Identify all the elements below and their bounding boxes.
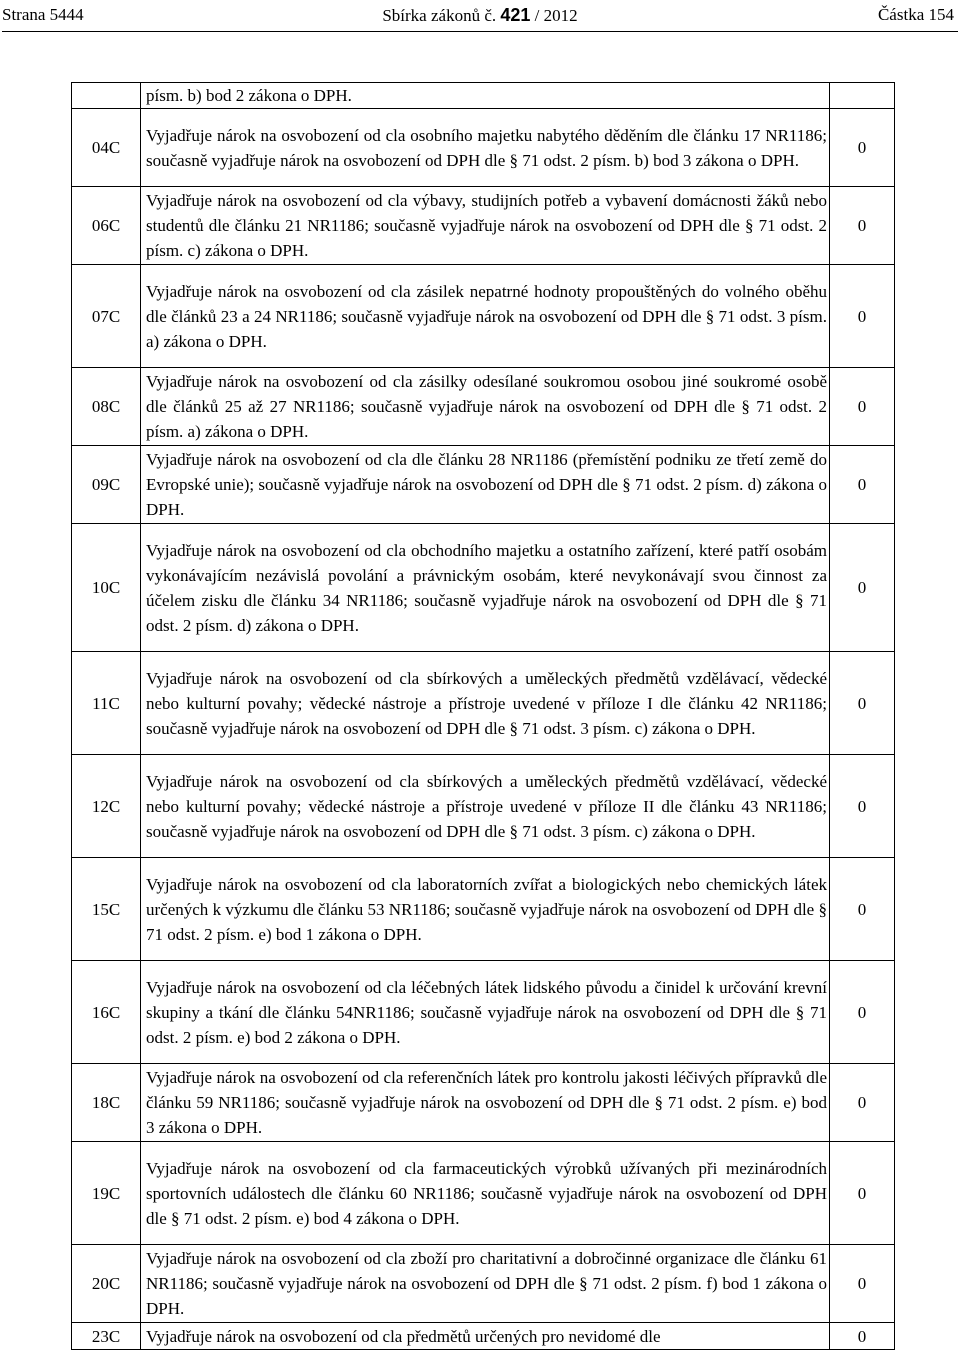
table-row	[72, 858, 895, 961]
code-cell	[72, 83, 141, 109]
collection-year: / 2012	[534, 6, 578, 25]
value-cell: 0	[830, 524, 895, 652]
description-cell: Vyjadřuje nárok na osvobození od cla referenčních látek pro kontrolu jakosti léčivých přípravků dle článku 59 NR1186; současně vyjadřuje nárok na osvobození od DPH dle § 71 odst. 2 písm. e) bod 3 zákona o DPH.	[141, 1064, 830, 1142]
value-cell: 0	[830, 446, 895, 524]
page-number: Strana 5444	[2, 5, 84, 24]
table-row	[72, 265, 895, 368]
description-cell: Vyjadřuje nárok na osvobození od cla sbírkových a uměleckých předmětů vzdělávací, vědecké nebo kulturní povahy; vědecké nástroje a přístroje uvedené v příloze II dle článku 43 NR1186; současně vyjadřuje nárok na osvobození od DPH dle § 71 odst. 3 písm. c) zákona o DPH.	[141, 755, 830, 858]
code-cell: 18C	[72, 1064, 141, 1142]
description-cell: Vyjadřuje nárok na osvobození od cla obchodního majetku a ostatního zařízení, které patří osobám vykonávajícím nezávislá povolání a právnickým osobám, které nevykonávají svou činnost za účelem zisku dle článku 34 NR1186; současně vyjadřuje nárok na osvobození od DPH dle § 71 odst. 2 písm. d) zákona o DPH.	[141, 524, 830, 652]
value-cell: 0	[830, 187, 895, 265]
collection-title	[0, 5, 960, 26]
value-cell: 0	[830, 1245, 895, 1323]
code-cell: 15C	[72, 858, 141, 961]
code-cell: 11C	[72, 652, 141, 755]
table-row	[72, 446, 895, 524]
value-cell: 0	[830, 1323, 895, 1350]
code-cell: 23C	[72, 1323, 141, 1350]
description-cell: Vyjadřuje nárok na osvobození od cla farmaceutických výrobků užívaných při mezinárodních sportovních událostech dle článku 60 NR1186; současně vyjadřuje nárok na osvobození od DPH dle § 71 odst. 2 písm. e) bod 4 zákona o DPH.	[141, 1142, 830, 1245]
collection-number: 421	[500, 5, 531, 25]
code-cell: 16C	[72, 961, 141, 1064]
table-row	[72, 187, 895, 265]
value-cell: 0	[830, 652, 895, 755]
value-cell: 0	[830, 961, 895, 1064]
code-cell: 08C	[72, 368, 141, 446]
description-cell: Vyjadřuje nárok na osvobození od cla laboratorních zvířat a biologických nebo chemických látek určených k výzkumu dle článku 53 NR1186; současně vyjadřuje nárok na osvobození od DPH dle § 71 odst. 2 písm. e) bod 1 zákona o DPH.	[141, 858, 830, 961]
table-row	[72, 1142, 895, 1245]
code-cell: 09C	[72, 446, 141, 524]
code-cell: 12C	[72, 755, 141, 858]
description-cell: písm. b) bod 2 zákona o DPH.	[141, 83, 830, 109]
value-cell: 0	[830, 1064, 895, 1142]
code-cell: 19C	[72, 1142, 141, 1245]
description-cell: Vyjadřuje nárok na osvobození od cla zásilek nepatrné hodnoty propouštěných do volného oběhu dle článků 23 a 24 NR1186; současně vyjadřuje nárok na osvobození od DPH dle § 71 odst. 3 písm. a) zákona o DPH.	[141, 265, 830, 368]
table-row	[72, 1323, 895, 1350]
description-cell: Vyjadřuje nárok na osvobození od cla výbavy, studijních potřeb a vybavení domácnosti žáků nebo studentů dle článku 21 NR1186; současně vyjadřuje nárok na osvobození od DPH dle § 71 odst. 2 písm. c) zákona o DPH.	[141, 187, 830, 265]
description-cell: Vyjadřuje nárok na osvobození od cla osobního majetku nabytého děděním dle článku 17 NR1186; současně vyjadřuje nárok na osvobození od DPH dle § 71 odst. 2 písm. b) bod 3 zákona o DPH.	[141, 109, 830, 187]
code-cell: 04C	[72, 109, 141, 187]
code-table	[71, 82, 895, 1350]
value-cell: 0	[830, 858, 895, 961]
value-cell: 0	[830, 109, 895, 187]
table-row	[72, 109, 895, 187]
table-row	[72, 652, 895, 755]
code-cell: 07C	[72, 265, 141, 368]
table-row	[72, 1245, 895, 1323]
value-cell: 0	[830, 755, 895, 858]
table-row	[72, 524, 895, 652]
description-cell: Vyjadřuje nárok na osvobození od cla léčebných látek lidského původu a činidel k určování krevní skupiny a tkání dle článku 54NR1186; současně vyjadřuje nárok na osvobození od DPH dle § 71 odst. 2 písm. e) bod 2 zákona o DPH.	[141, 961, 830, 1064]
description-cell: Vyjadřuje nárok na osvobození od cla zásilky odesílané soukromou osobou jiné soukromé osobě dle článků 25 až 27 NR1186; současně vyjadřuje nárok na osvobození od DPH dle § 71 odst. 2 písm. a) zákona o DPH.	[141, 368, 830, 446]
value-cell: 0	[830, 265, 895, 368]
description-cell: Vyjadřuje nárok na osvobození od cla sbírkových a uměleckých předmětů vzdělávací, vědecké nebo kulturní povahy; vědecké nástroje a přístroje uvedené v příloze I dle článku 42 NR1186; současně vyjadřuje nárok na osvobození od DPH dle § 71 odst. 3 písm. c) zákona o DPH.	[141, 652, 830, 755]
description-cell: Vyjadřuje nárok na osvobození od cla zboží pro charitativní a dobročinné organizace dle článku 61 NR1186; současně vyjadřuje nárok na osvobození od DPH dle § 71 odst. 2 písm. f) bod 1 zákona o DPH.	[141, 1245, 830, 1323]
table-row	[72, 83, 895, 109]
value-cell: 0	[830, 1142, 895, 1245]
code-table-body	[72, 83, 895, 1350]
value-cell: 0	[830, 368, 895, 446]
collection-name: Sbírka zákonů č.	[382, 6, 497, 25]
description-cell: Vyjadřuje nárok na osvobození od cla předmětů určených pro nevidomé dle	[141, 1323, 830, 1350]
code-cell: 06C	[72, 187, 141, 265]
code-cell: 10C	[72, 524, 141, 652]
code-cell: 20C	[72, 1245, 141, 1323]
page-header	[0, 0, 960, 32]
issue-number: Částka 154	[877, 5, 954, 24]
value-cell	[830, 83, 895, 109]
description-cell: Vyjadřuje nárok na osvobození od cla dle článku 28 NR1186 (přemístění podniku ze třetí země do Evropské unie); současně vyjadřuje nárok na osvobození od DPH dle § 71 odst. 2 písm. d) zákona o DPH.	[141, 446, 830, 524]
header-rule	[2, 31, 958, 32]
table-row	[72, 961, 895, 1064]
table-row	[72, 368, 895, 446]
table-row	[72, 1064, 895, 1142]
table-row	[72, 755, 895, 858]
